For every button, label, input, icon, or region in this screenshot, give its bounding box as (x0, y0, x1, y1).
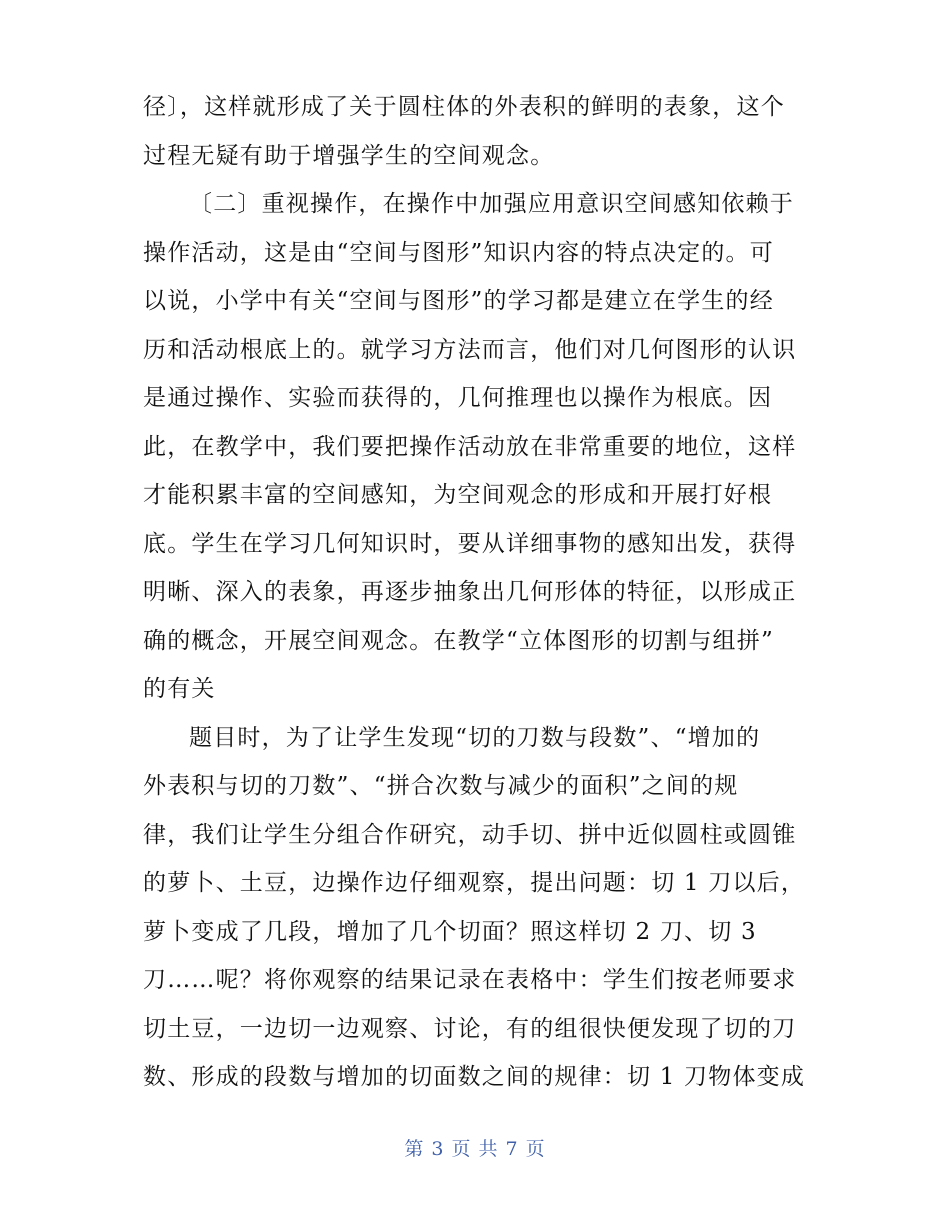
text-line: 过程无疑有助于增强学生的空间观念。 (143, 142, 555, 169)
text-line: 径〕，这样就形成了关于圆柱体的外表积的鲜明的表象，这个 (143, 94, 785, 120)
text-line: 的萝卜、土豆，边操作边仔细观察，提出问题：切 1 刀以后， (143, 870, 806, 896)
body-text (143, 83, 813, 1102)
text-line: 萝卜变成了几段，增加了几个切面？照这样切 2 刀、切 3 (143, 918, 757, 945)
text-line: 〔二〕重视操作，在操作中加强应用意识空间感知依赖于 (189, 191, 794, 217)
text-line: 刀……呢？将你观察的结果记录在表格中：学生们按老师要求 (143, 967, 797, 993)
text-line: 明晰、深入的表象，再逐步抽象出几何形体的特征，以形成正 (143, 579, 797, 605)
text-line: 操作活动，这是由“空间与图形”知识内容的特点决定的。可 (143, 239, 774, 266)
text-line: 数、形成的段数与增加的切面数之间的规律：切 1 刀物体变成 (143, 1064, 806, 1090)
text-line: 的有关 (143, 676, 216, 702)
text-line: 历和活动根底上的。就学习方法而言，他们对几何图形的认识 (143, 336, 797, 363)
text-line: 才能积累丰富的空间感知，为空间观念的形成和开展打好根 (143, 482, 773, 508)
page-number-footer: 第 3 页 共 7 页 (404, 1138, 546, 1160)
text-line: 此，在教学中，我们要把操作活动放在非常重要的地位，这样 (143, 433, 797, 460)
text-line: 外表积与切的刀数”、“拼合次数与减少的面积”之间的规 (143, 773, 739, 799)
text-line: 题目时，为了让学生发现“切的刀数与段数”、“增加的 (189, 724, 761, 751)
text-line: 以说，小学中有关“空间与图形”的学习都是建立在学生的经 (143, 288, 774, 314)
text-line: 律，我们让学生分组合作研究，动手切、拼中近似圆柱或圆锥 (143, 821, 797, 848)
text-line: 底。学生在学习几何知识时，要从详细事物的感知出发，获得 (143, 530, 797, 557)
text-line: 是通过操作、实验而获得的，几何推理也以操作为根底。因 (143, 385, 773, 411)
text-line: 确的概念，开展空间观念。在教学“立体图形的切割与组拼” (143, 627, 774, 654)
text-line: 切土豆，一边切一边观察、讨论，有的组很快便发现了切的刀 (143, 1015, 797, 1042)
